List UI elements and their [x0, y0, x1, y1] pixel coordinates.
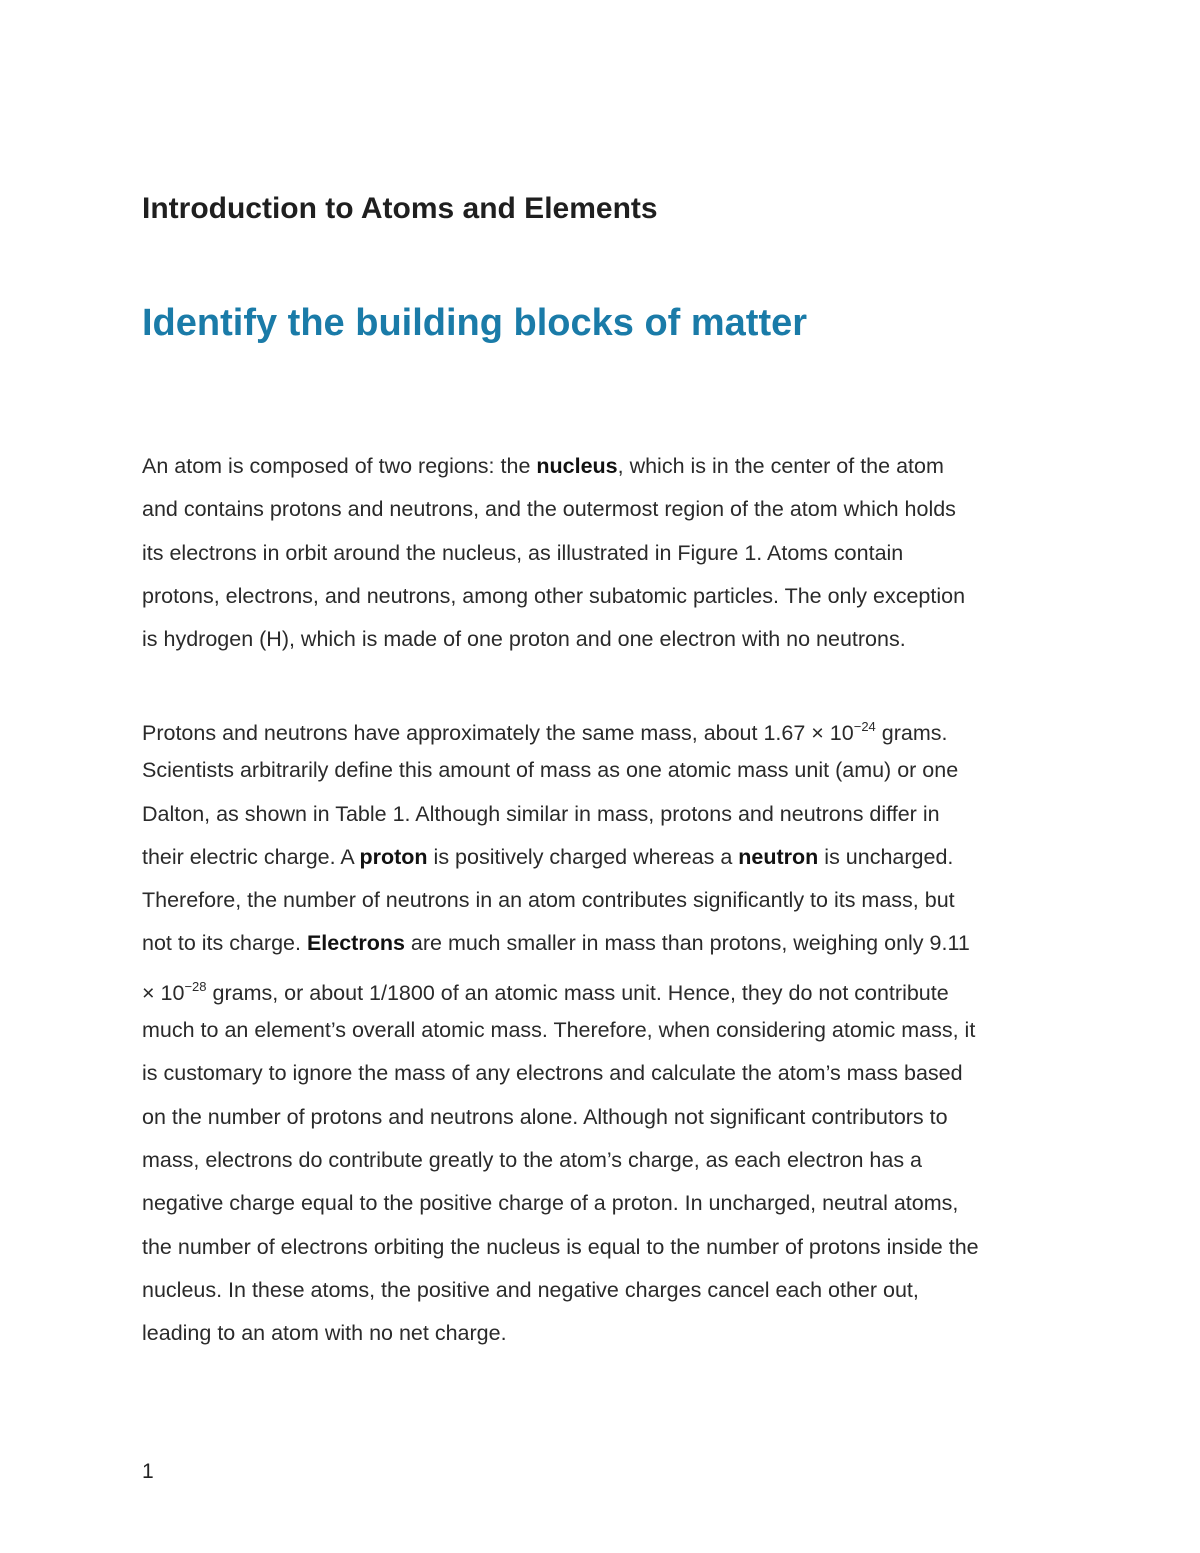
section-heading: Identify the building blocks of matter	[142, 302, 808, 344]
paragraph-particle-mass	[142, 706, 1082, 1355]
paragraph-line: on the number of protons and neutrons alone. Although not significant contributors to	[142, 1104, 948, 1129]
paragraph-line: protons, electrons, and neutrons, among other subatomic particles. The only exception	[142, 583, 966, 608]
paragraph-line: not to its charge. Electrons are much smaller in mass than protons, weighing only 9.11	[142, 931, 970, 956]
paragraph-line: the number of electrons orbiting the nucleus is equal to the number of protons inside the	[142, 1234, 979, 1259]
paragraph-line: Dalton, as shown in Table 1. Although similar in mass, protons and neutrons differ in	[142, 801, 940, 826]
paragraph-atom-regions	[142, 445, 1082, 661]
paragraph-line: is customary to ignore the mass of any electrons and calculate the atom’s mass based	[142, 1061, 963, 1086]
exponent: −28	[184, 978, 207, 994]
paragraph-line: is hydrogen (H), which is made of one proton and one electron with no neutrons.	[142, 627, 906, 652]
term-proton: proton	[359, 844, 428, 869]
paragraph-line: much to an element’s overall atomic mass. Therefore, when considering atomic mass, it	[142, 1018, 976, 1043]
page-number: 1	[142, 1460, 154, 1483]
term-electrons: Electrons	[306, 931, 405, 956]
term-neutron: neutron	[738, 844, 819, 869]
paragraph-line: Protons and neutrons have approximately the same mass, about $1.67 \times 10^{-24}$ grams.	[142, 719, 948, 746]
paragraph-line: leading to an atom with no net charge.	[142, 1321, 507, 1346]
exponent: −24	[853, 719, 876, 734]
paragraph-line: their electric charge. A proton is positively charged whereas a neutron is uncharged.	[142, 844, 954, 869]
document-title: Introduction to Atoms and Elements	[142, 192, 658, 225]
term-nucleus: nucleus	[536, 454, 618, 478]
paragraph-line: × $10^{-28}$ grams, or about 1/1800 of an atomic mass unit. Hence, they do not contribute	[142, 978, 949, 1005]
paragraph-line: Scientists arbitrarily define this amount of mass as one atomic mass unit (amu) or one	[142, 758, 959, 783]
paragraph-line: Therefore, the number of neutrons in an atom contributes significantly to its mass, but	[142, 888, 955, 913]
paragraph-line: nucleus. In these atoms, the positive and negative charges cancel each other out,	[142, 1277, 919, 1302]
paragraph-line: An atom is composed of two regions: the nucleus, which is in the center of the atom	[142, 454, 944, 478]
paragraph-line: and contains protons and neutrons, and the outermost region of the atom which holds	[142, 497, 956, 522]
paragraph-line: its electrons in orbit around the nucleus, as illustrated in Figure 1. Atoms contain	[142, 540, 904, 565]
paragraph-line: mass, electrons do contribute greatly to the atom’s charge, as each electron has a	[142, 1147, 923, 1172]
paragraph-line: negative charge equal to the positive charge of a proton. In uncharged, neutral atoms,	[142, 1191, 959, 1216]
